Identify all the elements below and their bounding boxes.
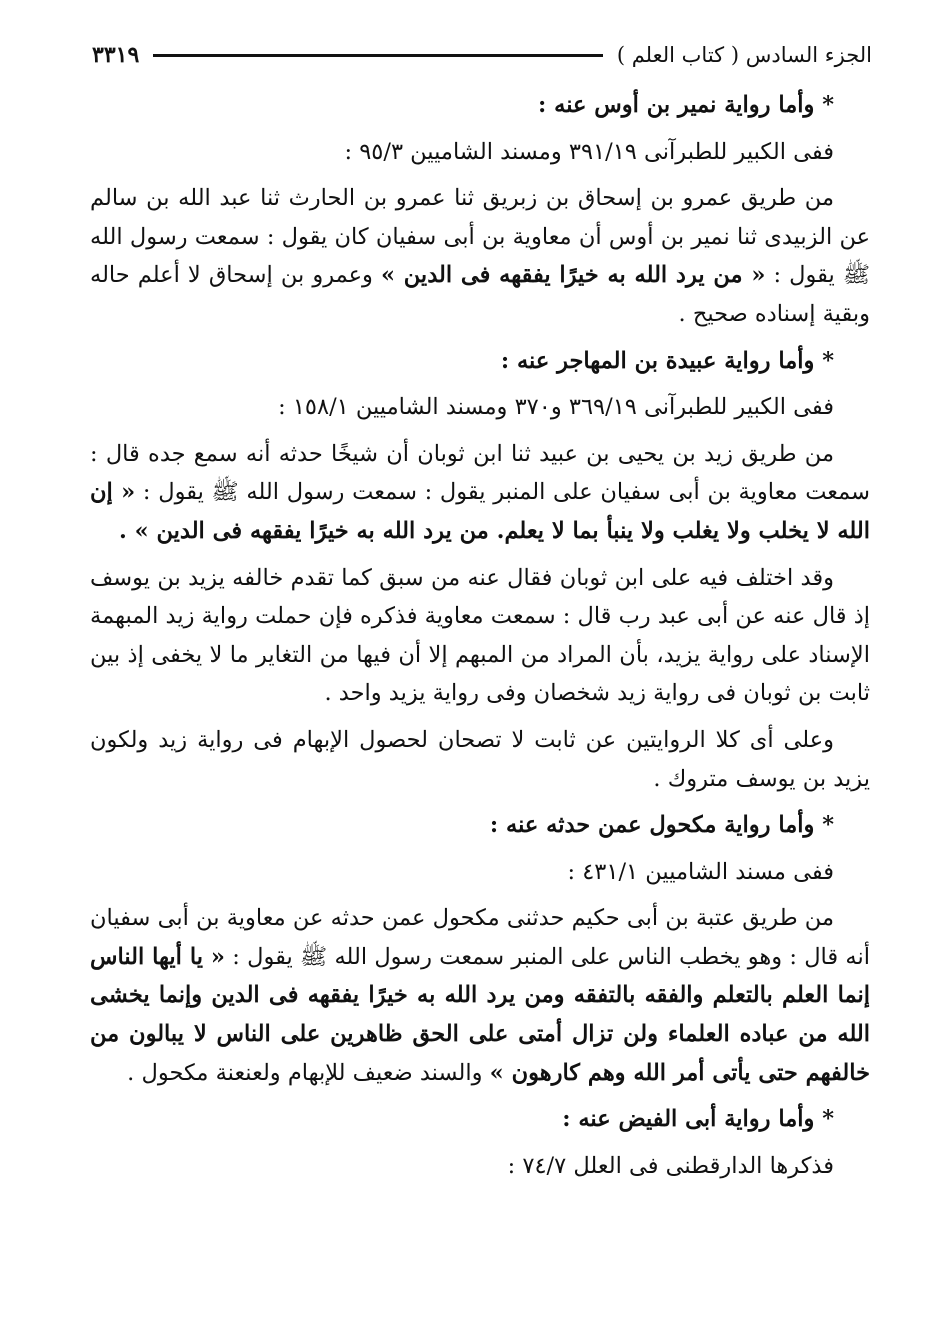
page-header	[92, 38, 872, 72]
hadith-quote: « من يرد الله به خيرًا يفقهه فى الدين »	[380, 262, 766, 289]
text-run: من طريق عتبة بن أبى حكيم حدثنى مكحول عمن حدثه عن معاوية بن أبى سفيان أنه قال : وهو يخطب الناس على المنبر سمعت رسول الله ﷺ يقول :	[90, 905, 871, 970]
text-run: وقد اختلف فيه على ابن ثوبان فقال عنه من سبق كما تقدم خالفه يزيد بن يوسف إذ قال عنه عن أبى عبد رب قال : سمعت معاوية فذكره فإن حملت رواية زيد المبهمة الإسناد على رواية يزيد، بأن المراد من المبهم إلا أن فيها من التغاير ما لا يخفى إذ بين ثابت بن ثوبان فى رواية زيد شخصان وفى رواية يزيد واحد .	[90, 564, 870, 707]
text-run: من طريق زيد بن يحيى بن عبيد ثنا ابن ثوبان أن شيخًا حدثه أنه سمع جده قال : سمعت معاوية بن أبى سفيان على المنبر يقول : سمعت رسول الله ﷺ يقول :	[90, 440, 871, 506]
section-heading: * وأما رواية أبى الفيض عنه :	[562, 1106, 834, 1133]
text-run: والسند ضعيف للإبهام ولعنعنة مكحول .	[127, 1059, 490, 1086]
source-citation: فذكرها الدارقطنى فى العلل ٧٤/٧ :	[507, 1152, 834, 1179]
text-run: وعلى أى كلا الروايتين عن ثابت لا تصحان لحصول الإبهام فى رواية زيد ولكون يزيد بن يوسف متروك .	[90, 726, 870, 792]
body-paragraph	[90, 435, 870, 551]
page-number: ٣٣١٩	[92, 42, 140, 68]
page-body	[90, 86, 870, 1193]
section-heading: * وأما رواية نمير بن أوس عنه :	[538, 92, 834, 118]
hadith-quote: « إن الله لا يخلب ولا يغلب ولا ينبأ بما لا يعلم. من يرد الله به خيرًا يفقهه فى الدين » .	[90, 479, 870, 544]
section-heading: * وأما رواية مكحول عمن حدثه عنه :	[489, 812, 834, 839]
source-citation: ففى الكبير للطبرآنى ٣٩١/١٩ ومسند الشاميين ٩٥/٣ :	[344, 138, 834, 165]
body-paragraph	[90, 721, 870, 798]
section-heading: * وأما رواية عبيدة بن المهاجر عنه :	[500, 347, 834, 374]
text-run: من طريق عمرو بن إسحاق بن زبريق ثنا عمرو بن الحارث ثنا عبد الله بن سالم عن الزبيدى ثنا نمير بن أوس أن معاوية بن أبى سفيان كان يقول : سمعت رسول الله ﷺ يقول :	[90, 185, 870, 289]
body-paragraph	[90, 179, 870, 333]
header-rule	[153, 54, 603, 57]
text-run: وعمرو بن إسحاق لا أعلم حاله وبقية إسناده صحيح .	[90, 262, 870, 327]
hadith-quote: « يا أيها الناس إنما العلم بالتعلم والفقه بالتفقه ومن يرد الله به خيرًا يفقهه فى الدين وإنما يخشى الله من عباده العلماء ولن تزال أمتى على الحق ظاهرين على الناس لا يبالون من خالفهم حتى يأتى أمر الله وهم كارهون »	[90, 943, 870, 1086]
source-citation: ففى الكبير للطبرآنى ٣٦٩/١٩ و٣٧٠ ومسند الشاميين ١٥٨/١ :	[278, 394, 834, 421]
running-title: الجزء السادس ( كتاب العلم )	[616, 43, 872, 67]
body-paragraph	[90, 899, 870, 1092]
body-paragraph	[90, 559, 870, 713]
source-citation: ففى مسند الشاميين ٤٣١/١ :	[567, 858, 834, 885]
